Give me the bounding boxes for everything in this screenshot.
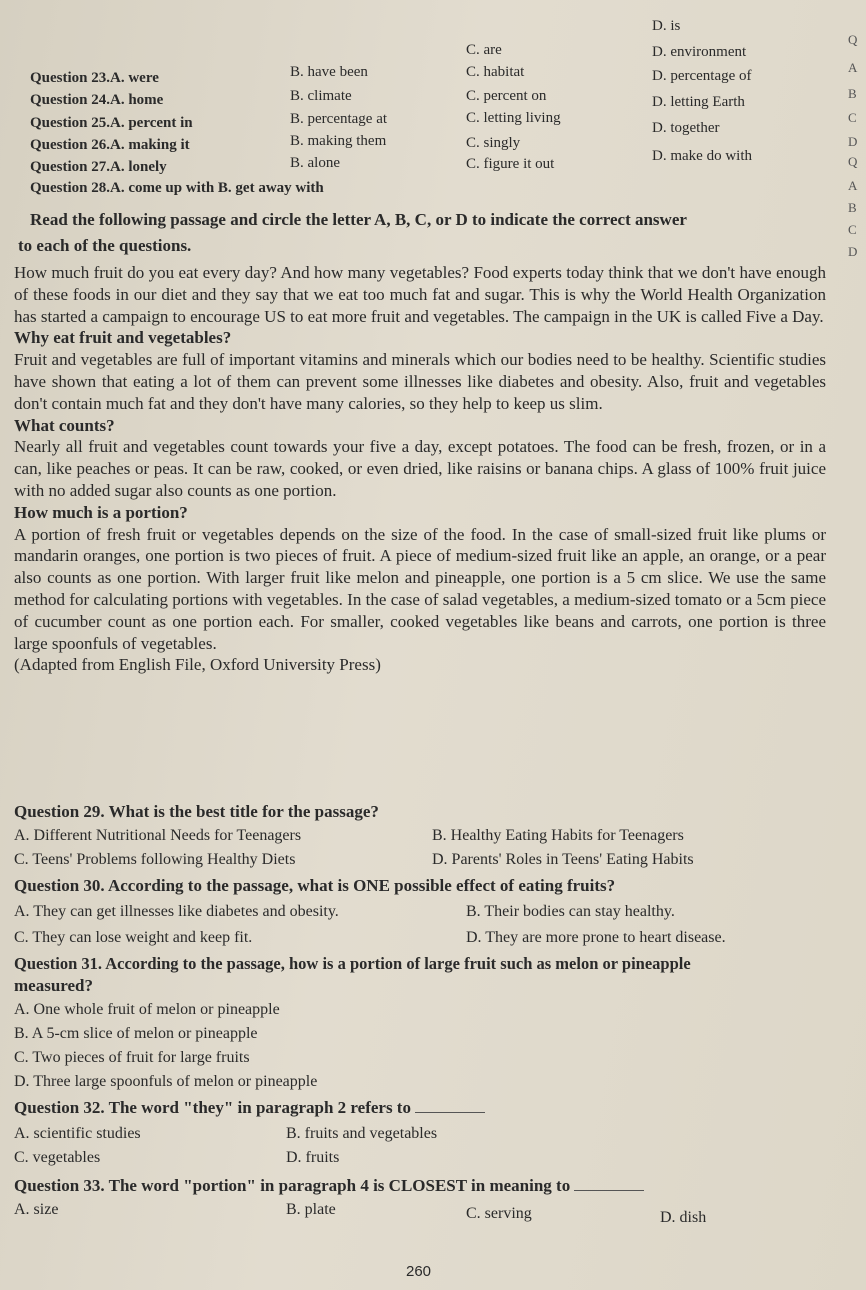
page-number: 260 xyxy=(406,1263,432,1280)
q23-c: C. habitat xyxy=(466,64,525,80)
q29-option-b[interactable]: B. Healthy Eating Habits for Teenagers xyxy=(432,827,684,844)
edge-letter: D xyxy=(848,134,858,149)
heading-why-eat: Why eat fruit and vegetables? xyxy=(14,328,232,348)
edge-letter: Q xyxy=(848,32,858,47)
q26-d: D. make do with xyxy=(652,148,752,164)
q33-option-c[interactable]: C. serving xyxy=(466,1205,532,1222)
q28-label: Question 28.A. come up with B. get away with xyxy=(30,180,324,196)
q32-option-a[interactable]: A. scientific studies xyxy=(14,1125,141,1142)
q29-stem: Question 29. What is the best title for the passage? xyxy=(14,802,379,821)
q31-stem-line-2: measured? xyxy=(14,976,94,995)
edge-letter: C xyxy=(848,110,857,125)
q29-option-a[interactable]: A. Different Nutritional Needs for Teenagers xyxy=(14,827,302,844)
q33-stem xyxy=(14,1176,644,1196)
q23-b: B. have been xyxy=(290,64,368,80)
edge-letter: B xyxy=(848,86,857,101)
q29-option-d[interactable]: D. Parents' Roles in Teens' Eating Habits xyxy=(432,851,694,868)
q27-label: Question 27.A. lonely xyxy=(30,159,167,175)
option-d-is: D. is xyxy=(652,18,681,34)
q30-option-d[interactable]: D. They are more prone to heart disease. xyxy=(466,929,726,946)
q24-b: B. climate xyxy=(290,88,352,104)
q30-option-b[interactable]: B. Their bodies can stay healthy. xyxy=(466,903,675,920)
q26-b: B. making them xyxy=(290,133,387,149)
q33-answer-blank[interactable] xyxy=(574,1190,644,1191)
q32-option-d[interactable]: D. fruits xyxy=(286,1149,340,1166)
q27-c: C. figure it out xyxy=(466,156,555,172)
q31-option-b[interactable]: B. A 5-cm slice of melon or pineapple xyxy=(14,1025,258,1042)
reading-passage xyxy=(14,262,826,676)
q24-c: C. percent on xyxy=(466,88,547,104)
q25-c: C. letting living xyxy=(466,110,561,126)
q25-label: Question 25.A. percent in xyxy=(30,115,193,131)
q31-option-d[interactable]: D. Three large spoonfuls of melon or pineapple xyxy=(14,1073,318,1090)
q32-stem-text: Question 32. The word "they" in paragraph 2 refers to xyxy=(14,1098,411,1117)
q33-option-a[interactable]: A. size xyxy=(14,1201,59,1218)
q32-option-b[interactable]: B. fruits and vegetables xyxy=(286,1125,438,1142)
q24-label: Question 24.A. home xyxy=(30,92,164,108)
q33-option-d[interactable]: D. dish xyxy=(660,1209,707,1226)
q32-option-c[interactable]: C. vegetables xyxy=(14,1149,101,1166)
q25-d: D. together xyxy=(652,120,720,136)
heading-what-counts: What counts? xyxy=(14,415,115,435)
paragraph-3: Nearly all fruit and vegetables count towards your five a day, except potatoes. The food can be fresh, frozen, or in a can, like peaches or peas. It can be raw, cooked, or even dried, like raisins or banana chips. A glass of 100% fruit juice with no added sugar also counts as one portion. xyxy=(14,437,826,500)
edge-letter: A xyxy=(848,178,858,193)
q32-stem xyxy=(14,1098,485,1118)
q25-b: B. percentage at xyxy=(290,111,388,127)
q29-option-c[interactable]: C. Teens' Problems following Healthy Diets xyxy=(14,851,296,868)
q26-c: C. singly xyxy=(466,135,521,151)
instruction-line-1: Read the following passage and circle the letter A, B, C, or D to indicate the correct answer xyxy=(30,210,687,229)
q30-option-c[interactable]: C. They can lose weight and keep fit. xyxy=(14,929,253,946)
q24-d: D. letting Earth xyxy=(652,94,745,110)
q30-option-a[interactable]: A. They can get illnesses like diabetes and obesity. xyxy=(14,903,339,920)
heading-portion: How much is a portion? xyxy=(14,502,188,522)
q33-stem-text: Question 33. The word "portion" in paragraph 4 is CLOSEST in meaning to xyxy=(14,1176,571,1195)
q31-stem-line-1: Question 31. According to the passage, how is a portion of large fruit such as melon or pineapple xyxy=(14,954,691,973)
instruction-line-2: to each of the questions. xyxy=(18,236,192,255)
q31-option-a[interactable]: A. One whole fruit of melon or pineapple xyxy=(14,1001,280,1018)
edge-letter: Q xyxy=(848,154,858,169)
edge-letter: D xyxy=(848,244,858,259)
option-c-are: C. are xyxy=(466,42,502,58)
passage-source: (Adapted from English File, Oxford University Press) xyxy=(14,655,381,675)
q23-d: D. percentage of xyxy=(652,68,752,84)
paragraph-2: Fruit and vegetables are full of important vitamins and minerals which our bodies need to be healthy. Scientific studies have shown that eating a lot of them can prevent some illnesses like diabetes and obesity. Also, fruit and vegetables don't contain much fat and they don't have many calories, so they help to keep us slim. xyxy=(14,350,826,413)
q27-b: B. alone xyxy=(290,155,340,171)
q26-label: Question 26.A. making it xyxy=(30,137,190,153)
option-d-environment: D. environment xyxy=(652,44,747,60)
paragraph-1: How much fruit do you eat every day? And how many vegetables? Food experts today think that we don't have enough of these foods in our diet and they say that we eat too much fat and sugar. This is why the World Health Organization has started a campaign to encourage US to eat more fruit and vegetables. The campaign in the UK is called Five a Day. xyxy=(14,263,826,326)
edge-letter: C xyxy=(848,222,857,237)
paragraph-4: A portion of fresh fruit or vegetables depends on the size of the food. In the case of small-sized fruit like plums or mandarin oranges, one portion is two pieces of fruit. A piece of medium-sized fruit like an apple, an orange, or a pear also counts as one portion. With larger fruit like melon and pineapple, one portion is a 5 cm slice. We use the same method for calculating portions with vegetables. In the case of salad vegetables, a medium-sized tomato or a 5cm piece of cucumber count as one portion each. For smaller, cooked vegetables like beans and carrots, one portion is three large spoonfuls of vegetables. xyxy=(14,524,826,653)
q23-label: Question 23.A. were xyxy=(30,70,159,86)
q32-answer-blank[interactable] xyxy=(415,1112,485,1113)
q31-option-c[interactable]: C. Two pieces of fruit for large fruits xyxy=(14,1049,250,1066)
edge-letter: B xyxy=(848,200,857,215)
edge-letter: A xyxy=(848,60,858,75)
q30-stem: Question 30. According to the passage, what is ONE possible effect of eating fruits? xyxy=(14,876,616,895)
q33-option-b[interactable]: B. plate xyxy=(286,1201,336,1218)
